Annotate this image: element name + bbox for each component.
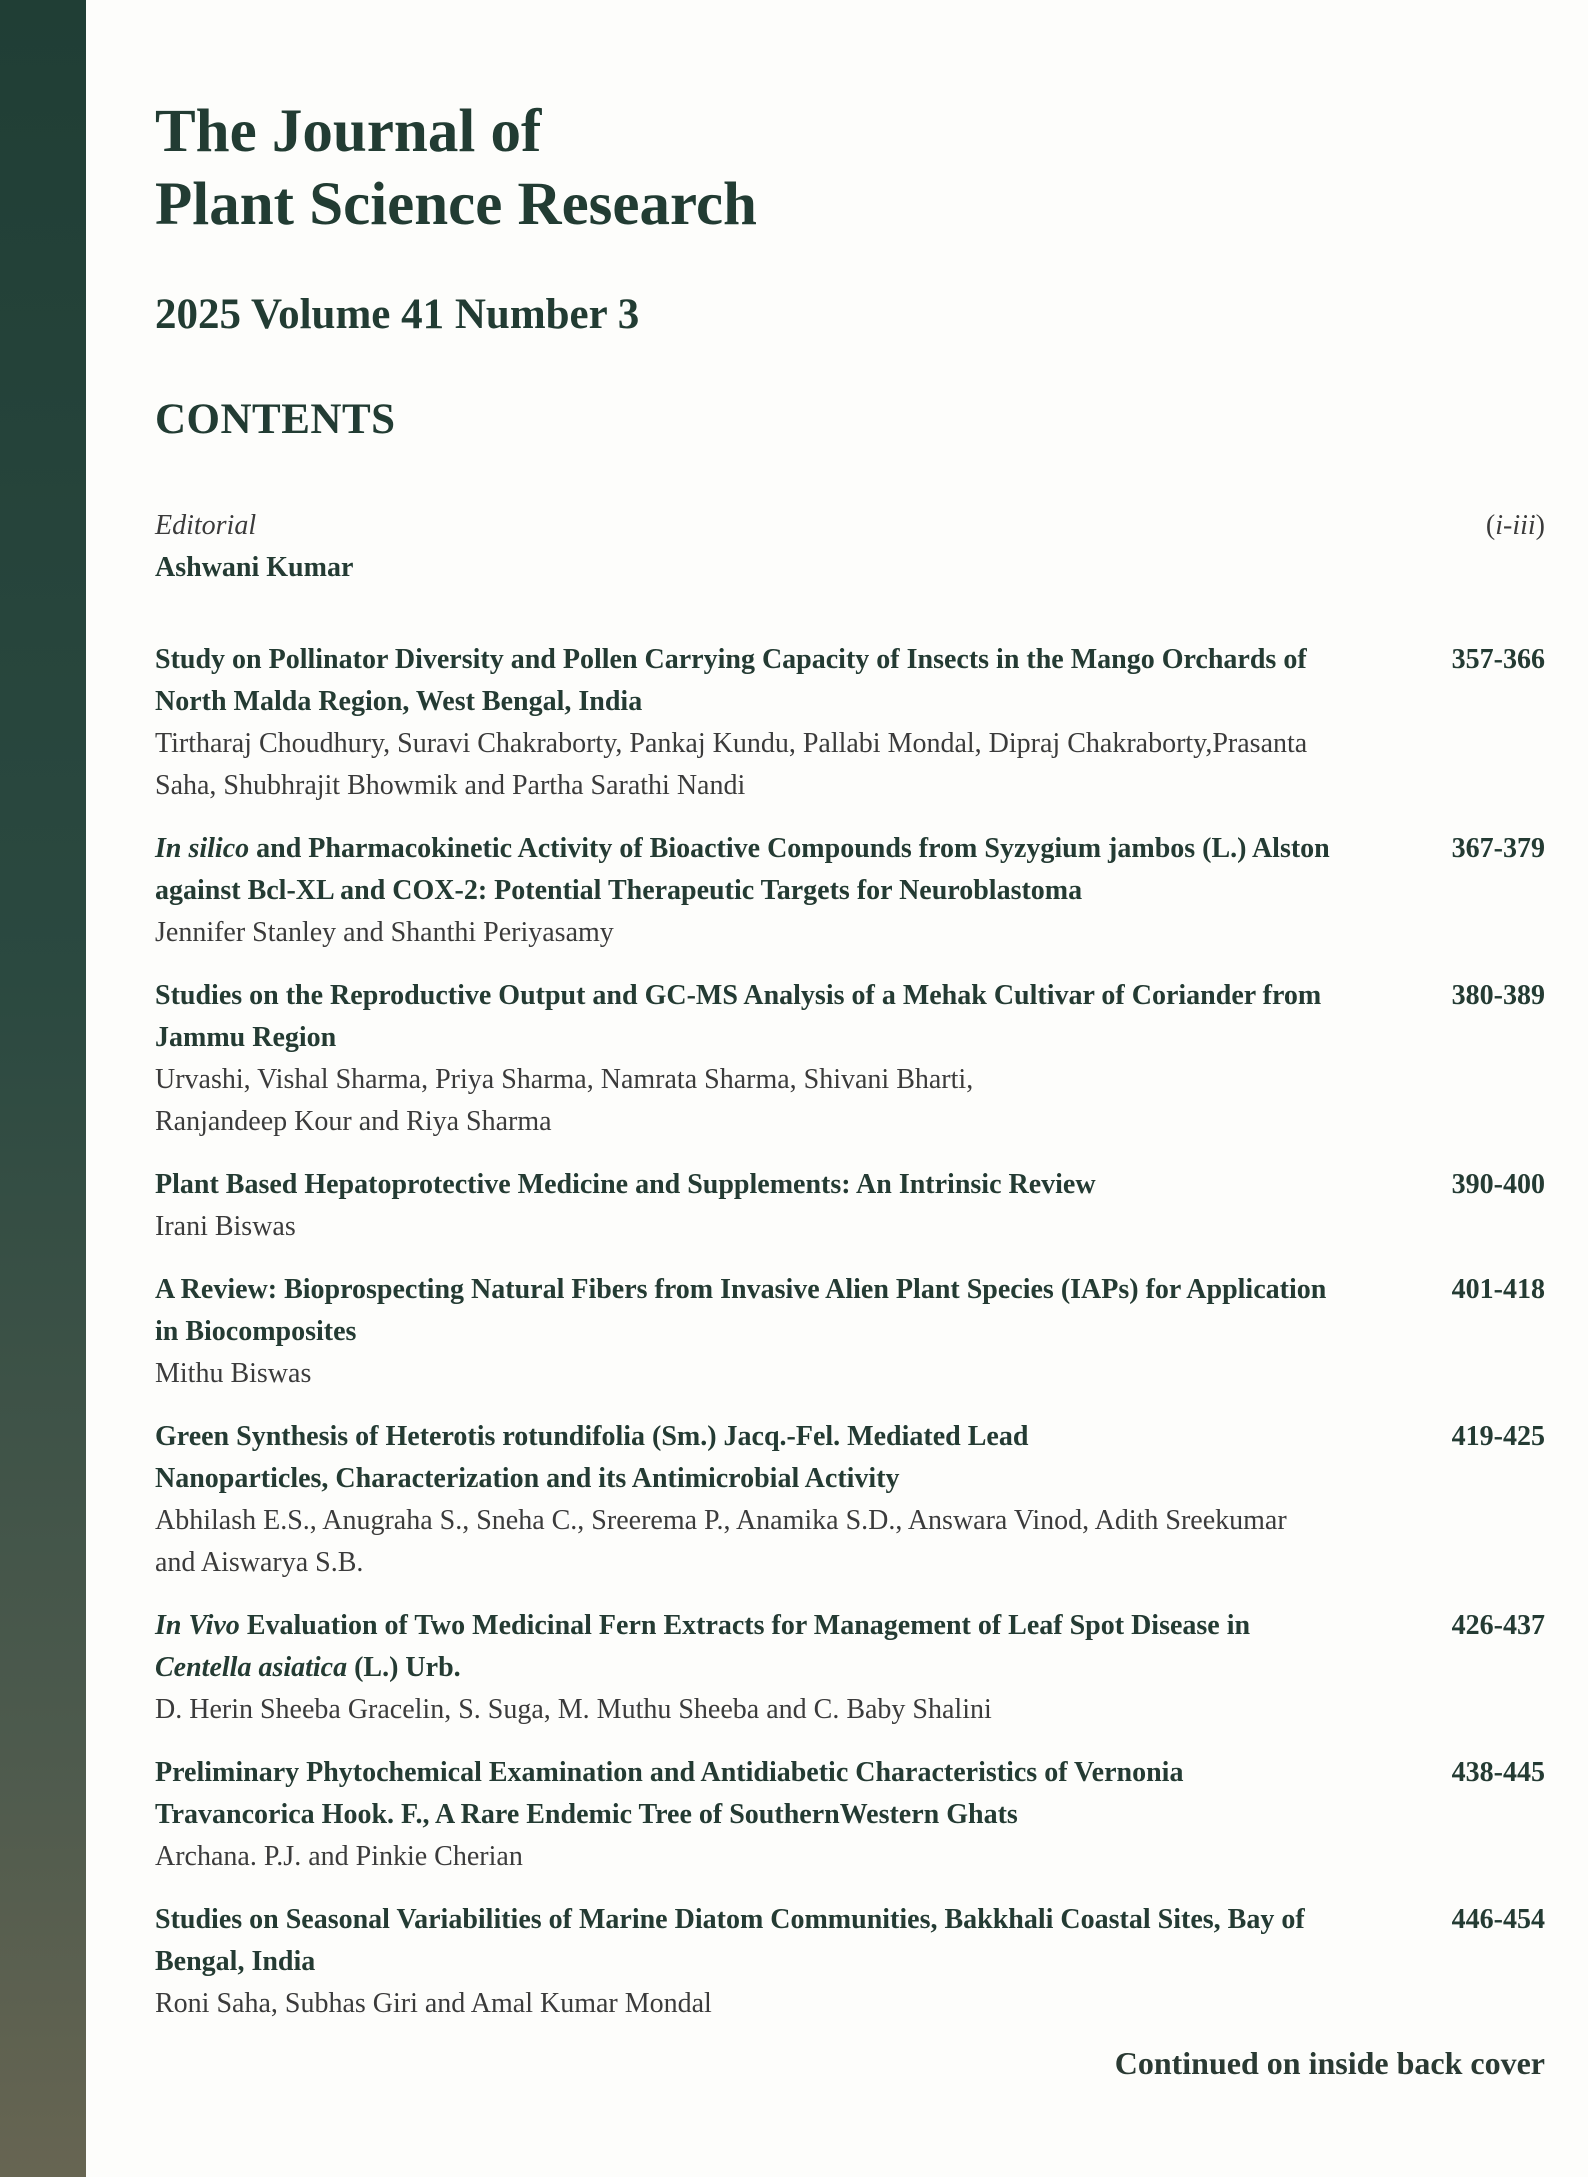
editorial-pages: (i-iii) xyxy=(1485,510,1545,541)
article-title: A Review: Bioprospecting Natural Fibers from Invasive Alien Plant Species (IAPs) for Application in Biocomposites xyxy=(155,1274,1327,1347)
toc-entry-editorial xyxy=(155,505,1545,589)
article-pages: 367-379 xyxy=(1451,833,1545,864)
editorial-label: Editorial xyxy=(155,510,257,541)
contents-page xyxy=(155,95,1545,2019)
article-title: Studies on Seasonal Variabilities of Marine Diatom Communities, Bakkhali Coastal Sites, Bay of Bengal, India xyxy=(155,1904,1305,1977)
article-authors: Mithu Biswas xyxy=(155,1358,312,1389)
article-authors: Abhilash E.S., Anugraha S., Sneha C., Sreerema P., Anamika S.D., Answara Vinod, Adith Sreekumar and Aiswarya S.B. xyxy=(155,1505,1287,1578)
toc-entry xyxy=(155,1605,1545,1731)
toc-entry xyxy=(155,639,1545,807)
article-title: In silico and Pharmacokinetic Activity of Bioactive Compounds from Syzygium jambos (L.) Alston against Bcl-XL and COX-2: Potential Therapeutic Targets for Neuroblastoma xyxy=(155,833,1330,906)
editorial-author: Ashwani Kumar xyxy=(155,552,354,583)
journal-title xyxy=(155,95,1545,241)
toc-entry xyxy=(155,1752,1545,1878)
article-authors: D. Herin Sheeba Gracelin, S. Suga, M. Muthu Sheeba and C. Baby Shalini xyxy=(155,1694,992,1725)
cover-spine-band xyxy=(0,0,86,2177)
toc-entry xyxy=(155,828,1545,954)
toc-entry xyxy=(155,1269,1545,1395)
article-pages: 446-454 xyxy=(1451,1904,1545,1935)
article-title: In Vivo Evaluation of Two Medicinal Fern Extracts for Management of Leaf Spot Disease in Centella asiatica (L.) Urb. xyxy=(155,1610,1251,1683)
article-authors: Archana. P.J. and Pinkie Cherian xyxy=(155,1841,523,1872)
article-pages: 438-445 xyxy=(1451,1757,1545,1788)
article-authors: Jennifer Stanley and Shanthi Periyasamy xyxy=(155,917,614,948)
article-title: Studies on the Reproductive Output and GC-MS Analysis of a Mehak Cultivar of Coriander from Jammu Region xyxy=(155,980,1322,1053)
article-authors: Tirtharaj Choudhury, Suravi Chakraborty, Pankaj Kundu, Pallabi Mondal, Dipraj Chakraborty,Prasanta Saha, Shubhrajit Bhowmik and Partha Sarathi Nandi xyxy=(155,728,1308,801)
article-pages: 401-418 xyxy=(1451,1274,1545,1305)
article-title: Green Synthesis of Heterotis rotundifolia (Sm.) Jacq.-Fel. Mediated Lead Nanoparticles, Characterization and its Antimicrobial Activity xyxy=(155,1421,1029,1494)
toc-entry xyxy=(155,1416,1545,1584)
article-authors: Roni Saha, Subhas Giri and Amal Kumar Mondal xyxy=(155,1988,712,2019)
article-pages: 380-389 xyxy=(1451,980,1545,1011)
issue-info: 2025 Volume 41 Number 3 xyxy=(155,291,640,338)
article-title: Study on Pollinator Diversity and Pollen Carrying Capacity of Insects in the Mango Orchards of North Malda Region, West Bengal, India xyxy=(155,644,1307,717)
article-title: Preliminary Phytochemical Examination and Antidiabetic Characteristics of Vernonia Travancorica Hook. F., A Rare Endemic Tree of SouthernWestern Ghats xyxy=(155,1757,1184,1830)
article-pages: 390-400 xyxy=(1451,1169,1545,1200)
table-of-contents xyxy=(155,505,1545,2025)
toc-entry xyxy=(155,975,1545,1143)
article-authors: Urvashi, Vishal Sharma, Priya Sharma, Namrata Sharma, Shivani Bharti, Ranjandeep Kour and Riya Sharma xyxy=(155,1064,974,1137)
toc-entry xyxy=(155,1164,1545,1248)
article-title: Plant Based Hepatoprotective Medicine and Supplements: An Intrinsic Review xyxy=(155,1169,1096,1200)
journal-title-line-2: Plant Science Research xyxy=(155,171,757,238)
article-pages: 419-425 xyxy=(1451,1421,1545,1452)
article-authors: Irani Biswas xyxy=(155,1211,296,1242)
article-pages: 357-366 xyxy=(1451,644,1545,675)
toc-entry xyxy=(155,1899,1545,2025)
article-pages: 426-437 xyxy=(1451,1610,1545,1641)
continued-note: Continued on inside back cover xyxy=(1114,2045,1545,2081)
contents-heading: CONTENTS xyxy=(155,396,396,443)
journal-title-line-1: The Journal of xyxy=(155,98,542,165)
